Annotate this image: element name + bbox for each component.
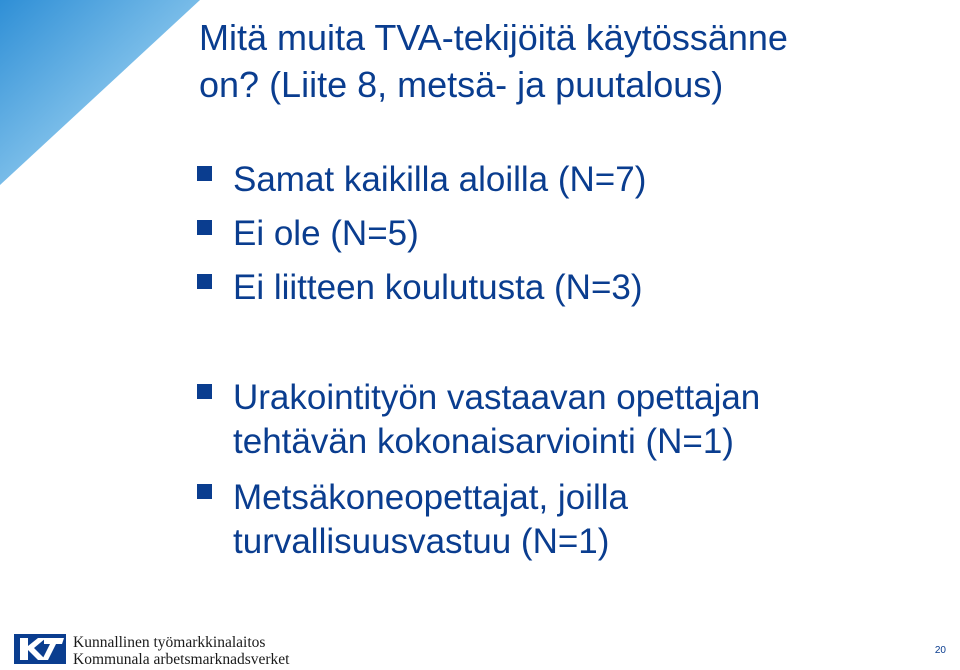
slide-title — [199, 14, 939, 108]
bullet-item — [193, 266, 913, 310]
bullet-text: Samat kaikilla aloilla (N=7) — [233, 160, 647, 199]
corner-decoration — [0, 0, 200, 185]
bullet-text: Ei ole (N=5) — [233, 214, 419, 253]
bullet-text: Ei liitteen koulutusta (N=3) — [233, 268, 643, 307]
slide-title-line2: on? (Liite 8, metsä- ja puutalous) — [199, 64, 724, 105]
footer-org-finnish: Kunnallinen työmarkkinalaitos — [73, 634, 266, 651]
bullet-square-icon — [197, 384, 212, 399]
bullet-square-icon — [197, 166, 212, 181]
bullet-text-line1: Metsäkoneopettajat, joilla — [233, 478, 628, 517]
bullet-square-icon — [197, 274, 212, 289]
bullet-item — [193, 376, 913, 464]
slide-title-line1: Mitä muita TVA-tekijöitä käytössänne — [199, 17, 788, 58]
bullet-item — [193, 476, 913, 564]
page-number: 20 — [934, 645, 946, 656]
bullet-item — [193, 158, 913, 202]
bullet-text-line2: tehtävän kokonaisarviointi (N=1) — [233, 422, 734, 461]
bullet-square-icon — [197, 220, 212, 235]
kt-logo-icon — [14, 632, 66, 666]
bullet-text-line1: Urakointityön vastaavan opettajan — [233, 378, 761, 417]
bullet-text-line2: turvallisuusvastuu (N=1) — [233, 522, 610, 561]
bullet-square-icon — [197, 484, 212, 499]
footer-org-swedish: Kommunala arbetsmarknadsverket — [73, 651, 290, 668]
bullet-item — [193, 212, 913, 256]
